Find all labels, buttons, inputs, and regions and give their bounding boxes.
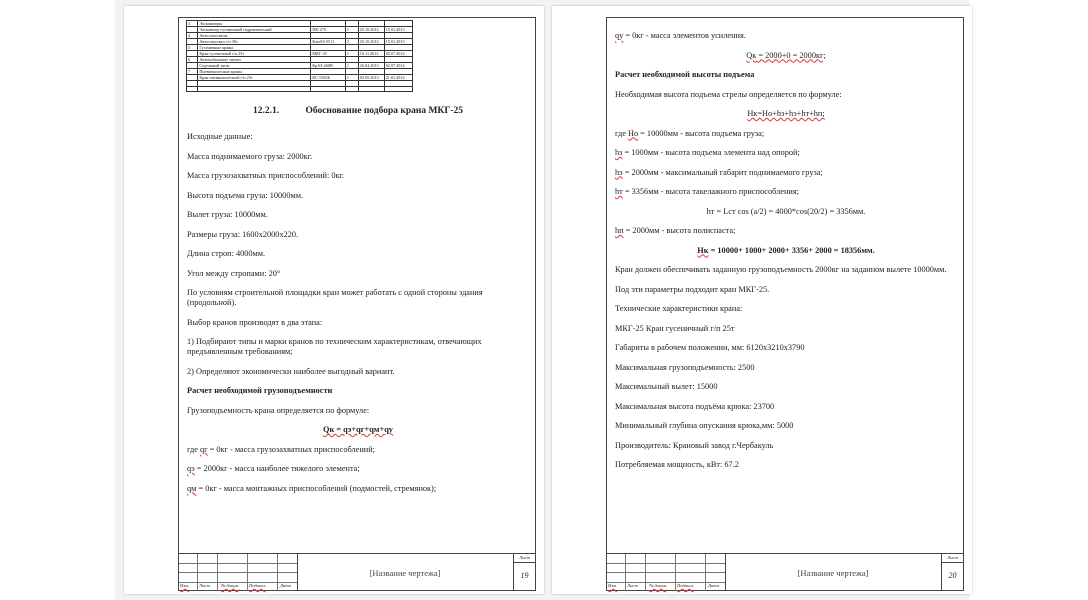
text: = 2000мм - высота полиспаста;: [623, 226, 736, 235]
text: где: [187, 444, 200, 454]
table-cell: 1: [345, 27, 358, 33]
paragraph: [615, 187, 957, 197]
stamp-label: № докум.: [649, 583, 668, 588]
section-title: Обоснование подбора крана МКГ-25: [305, 106, 464, 117]
text: = 10000мм - высота подъема груза;: [638, 128, 765, 138]
table-cell: 02.07.2014: [384, 51, 412, 57]
paragraph: Исходные данные:: [187, 132, 253, 142]
table-cell: КС-5363Б: [311, 75, 345, 81]
table-cell: 6: [187, 57, 198, 63]
paragraph: По условиям строительной площадки кран может работать с одной стороны здания (продольной).: [187, 288, 485, 308]
paragraph: Высота подъема груза: 10000мм.: [187, 190, 304, 200]
text: = 0кг - масса грузозахватных приспособлений;: [207, 444, 375, 454]
text: = 2000кг - масса наиболее тяжелого элемента;: [194, 464, 360, 474]
paragraph: Под эти параметры подходит кран МКГ-25.: [615, 284, 770, 294]
sheet-number: 19: [520, 571, 529, 580]
table-cell: Седельный тягач: [198, 63, 311, 69]
table-cell: Пневмоколесные краны: [198, 69, 311, 75]
page-content: [615, 31, 957, 480]
table-cell: 3: [187, 21, 198, 27]
sheet-number: 20: [948, 571, 957, 580]
table-cell: [384, 86, 412, 92]
paragraph: [187, 445, 529, 455]
paragraph: [187, 484, 529, 494]
symbol: hз: [615, 148, 623, 157]
table-cell: 1: [345, 51, 358, 57]
table-cell: МКГ-25: [311, 51, 345, 57]
formula: Qк = qэ+qг+qм+qу: [323, 425, 393, 435]
sheet-box: [513, 554, 535, 591]
section-heading: [187, 106, 529, 116]
symbol: hэ: [615, 167, 623, 177]
paragraph: [615, 129, 957, 139]
table-cell: 15.01.2013: [384, 27, 412, 33]
title-block-grid: [179, 554, 298, 591]
text: = 0кг - масса монтажных приспособлений (подмостей, стремянок);: [196, 483, 437, 493]
table-cell: 26.04.2013: [358, 63, 384, 69]
paragraph: Угол между стропами: 20°: [187, 268, 281, 278]
paragraph: Кран должен обеспечивать заданную грузоподъемность 2000кг на заданном вылете 10000мм.: [615, 265, 947, 274]
document-page-20: [552, 6, 972, 594]
symbol: hт: [615, 187, 623, 196]
paragraph: Максимальная грузоподъемность: 2500: [615, 362, 755, 372]
formula: hт = Lст cos (a/2) = 4000*cos(20/2) = 3356мм.: [706, 206, 866, 216]
table-cell: 02.07.2014: [384, 63, 412, 69]
symbol: Qк: [746, 50, 757, 60]
table-cell: 25.10.2012: [358, 39, 384, 45]
sheet-box: [941, 554, 963, 591]
subheading: Расчет необходимой высоты подъема: [615, 70, 755, 79]
document-page-19: [124, 6, 544, 594]
drawing-frame: [178, 17, 536, 591]
table-cell: [345, 86, 358, 92]
table-cell: 16.11.2012: [358, 51, 384, 57]
table-cell: 1: [345, 63, 358, 69]
paragraph: Вылет груза: 10000мм.: [187, 210, 268, 220]
title-block-labels: [607, 582, 725, 590]
table-cell: 2: [345, 39, 358, 45]
paragraph: Необходимая высота подъема стрелы определяется по формуле:: [615, 89, 842, 99]
table-cell: [187, 86, 198, 92]
table-cell: 4: [187, 33, 198, 39]
paragraph: [615, 226, 957, 236]
table-cell: Автосамосвалы: [198, 33, 311, 39]
table-cell: Кран гусеничный г/п 25т: [198, 51, 311, 57]
paragraph: 2) Определяют экономически наиболее выгодный вариант.: [187, 366, 395, 376]
table-cell: Гусеничные краны: [198, 45, 311, 51]
title-block-grid: [607, 554, 726, 591]
paragraph: [615, 148, 957, 158]
table-cell: 03.05.2013: [358, 75, 384, 81]
text: где: [615, 128, 628, 138]
stamp-label: Лист: [199, 583, 210, 588]
window-right-margin: [970, 0, 1088, 600]
table-cell: [311, 86, 345, 92]
paragraph: Производитель: Крановый завод г.Чербакуль: [615, 440, 774, 450]
text: = 2000мм - максимальный габарит поднимаемого груза;: [622, 167, 823, 177]
paragraph: [615, 31, 957, 41]
equipment-table: [186, 20, 413, 92]
text: = 2000+0 = 2000кг;: [756, 50, 826, 60]
paragraph: Технические характеристики крана:: [615, 304, 743, 313]
table-cell: Экскаватор гусеничный гидравлический: [198, 27, 311, 33]
symbol: Hк: [697, 245, 709, 255]
title-block: [607, 553, 963, 590]
table-cell: 7: [187, 69, 198, 75]
paragraph: [187, 464, 529, 474]
table-cell: КамАЗ-5511: [311, 39, 345, 45]
paragraph: МКГ-25 Кран гусеничный г/п 25т: [615, 323, 735, 333]
table-row: [187, 86, 413, 92]
symbol: qэ: [187, 464, 195, 474]
stamp-label: Дата: [708, 583, 719, 588]
table-cell: Кран пневмоколесный г/п 25т: [198, 75, 311, 81]
stamp-label: Дата: [280, 583, 291, 588]
stamp-label: Изм.: [180, 583, 190, 588]
paragraph: Минимальный глубина опускания крюка,мм: 5000: [615, 421, 794, 430]
drawing-title: [Название чертежа]: [369, 567, 441, 578]
title-block-labels: [179, 582, 297, 590]
section-number: 12.2.1.: [252, 106, 280, 117]
title-block: [179, 553, 535, 590]
table-cell: КрАЗ-260В: [311, 63, 345, 69]
subheading: Расчет необходимой грузоподъемности: [187, 386, 333, 396]
paragraph: Грузоподъемность крана определяется по формуле:: [187, 405, 370, 415]
table-cell: 15.01.2013: [384, 39, 412, 45]
sheet-label: Лист: [942, 554, 963, 563]
symbol: qг: [199, 444, 208, 454]
stamp-label: Лист: [627, 583, 638, 588]
text: = 0кг - масса элементов усиления.: [623, 31, 746, 40]
table-cell: 21.01.2014: [384, 75, 412, 81]
paragraph: Выбор кранов производят в два этапа:: [187, 317, 323, 327]
paragraph: Масса грузозахватных приспособлений: 0кг.: [187, 171, 345, 181]
drawing-title: [Название чертежа]: [797, 567, 869, 578]
table-cell: ПК-270: [311, 27, 345, 33]
table-cell: 1: [345, 75, 358, 81]
formula: Hк=Hо+hз+hэ+hт+hп;: [747, 109, 825, 118]
stamp-label: Подпись: [249, 583, 266, 588]
text: = 3356мм - высота такелажного приспособления;: [622, 187, 799, 196]
paragraph: Потребляемая мощность, кВт: 67.2: [615, 460, 739, 469]
symbol: Hо: [627, 128, 639, 138]
formula: [615, 246, 957, 256]
table-cell: Автосамосвал г/п 30т: [198, 39, 311, 45]
symbol: qу: [615, 31, 624, 40]
paragraph: 1) Подбирают типы и марки кранов по техническим характеристикам, отвечающих предъявленным требованиям;: [187, 337, 484, 357]
page-content: [187, 20, 529, 503]
formula: [615, 51, 957, 61]
paragraph: Максимальная высота подъёма крюка: 23700: [615, 401, 775, 411]
paragraph: Габариты в рабочем положении, мм: 6120х3210х3790: [615, 343, 805, 352]
table-cell: [358, 86, 384, 92]
text: = 10000+ 1000+ 2000+ 3356+ 2000 = 18356мм.: [708, 245, 875, 255]
window-left-margin: [0, 0, 115, 600]
table-cell: [198, 86, 311, 92]
table-cell: Автомобильные тягачи: [198, 57, 311, 63]
paragraph: [615, 168, 957, 178]
paragraph: Масса поднимаемого груза: 2000кг.: [187, 151, 313, 161]
symbol: qм: [187, 483, 197, 493]
sheet-label: Лист: [514, 554, 535, 563]
text: = 1000мм - высота подъема элемента над опорой;: [622, 148, 800, 157]
symbol: hп: [615, 226, 624, 235]
stamp-label: № докум.: [221, 583, 240, 588]
stamp-label: Изм.: [608, 583, 618, 588]
paragraph: Максимальный вылет: 15000: [615, 382, 718, 391]
table-cell: Экскаваторы: [198, 21, 311, 27]
drawing-frame: [606, 17, 964, 591]
stamp-label: Подпись: [677, 583, 694, 588]
table-cell: 25.10.2012: [358, 27, 384, 33]
paragraph: Размеры груза: 1600х2000х220.: [187, 229, 299, 239]
table-cell: 5: [187, 45, 198, 51]
paragraph: Длина строп: 4000мм.: [187, 249, 266, 259]
